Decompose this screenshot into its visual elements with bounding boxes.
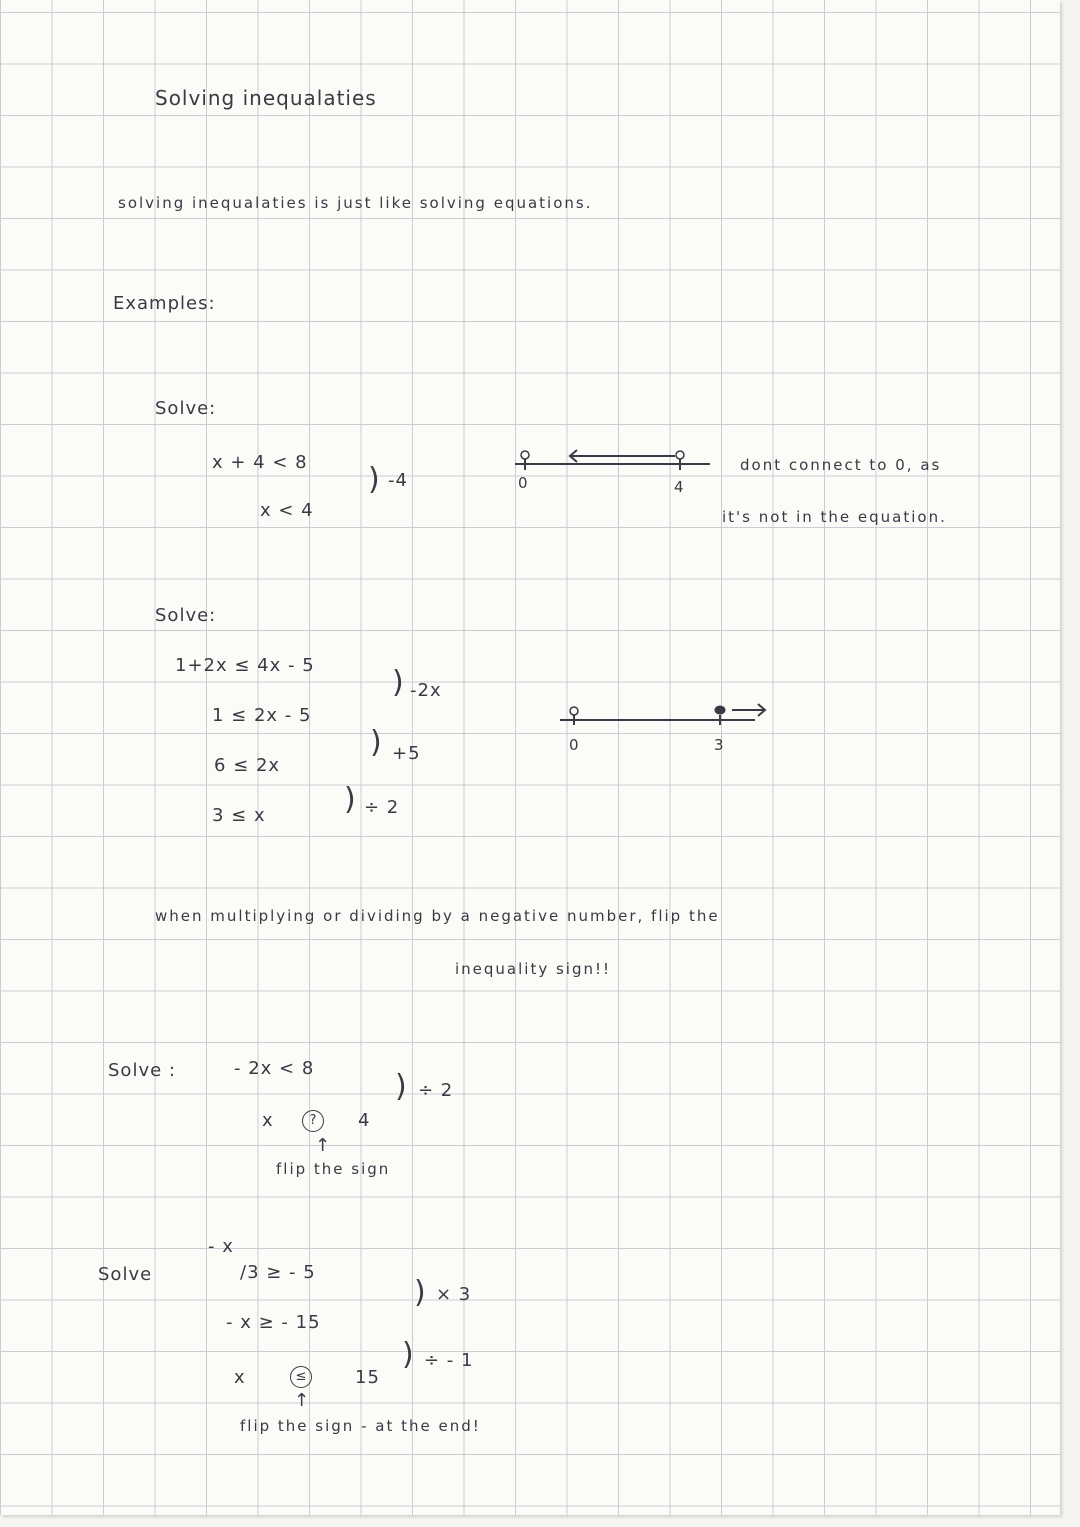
example-2-operation-2: +5 [392, 743, 421, 764]
example-1-note-line-1: dont connect to 0, as [740, 456, 942, 474]
example-2-line-3: 6 ≤ 2x [214, 755, 281, 776]
example-4-note: flip the sign - at the end! [240, 1417, 481, 1435]
example-1-operation: -4 [388, 470, 408, 491]
example-3-operation: ÷ 2 [418, 1080, 454, 1101]
number-line-1-label-left: 0 [518, 474, 530, 492]
step-bracket-icon: ) [392, 665, 404, 700]
step-bracket-icon: ) [414, 1275, 426, 1310]
examples-heading: Examples: [113, 293, 216, 314]
rule-text-line-1: when multiplying or dividing by a negative number, flip the [155, 907, 720, 925]
example-4-operation-1: × 3 [436, 1284, 472, 1305]
example-4-line-3-value: 15 [355, 1367, 380, 1388]
example-4-line-1: /3 ≥ - 5 [240, 1262, 316, 1283]
page-title: Solving inequalaties [155, 86, 377, 110]
example-2-operation-3: ÷ 2 [364, 797, 400, 818]
circled-inequality-sign: ? [302, 1110, 324, 1132]
step-bracket-icon: ) [395, 1069, 407, 1104]
example-1-note-line-2: it's not in the equation. [722, 508, 947, 526]
up-arrow-icon: ↑ [294, 1390, 311, 1411]
number-line-2-label-left: 0 [569, 736, 581, 754]
up-arrow-icon: ↑ [315, 1135, 332, 1156]
example-4-line-3-variable: x [234, 1367, 246, 1388]
example-3-line-1: - 2x < 8 [234, 1058, 315, 1079]
example-1-line-2: x < 4 [260, 500, 314, 521]
number-line-1-label-right: 4 [674, 478, 686, 496]
example-2-line-1: 1+2x ≤ 4x - 5 [175, 655, 315, 676]
step-bracket-icon: ) [344, 782, 356, 817]
example-4-label: Solve [98, 1264, 153, 1285]
example-1-label: Solve: [155, 398, 217, 419]
step-bracket-icon: ) [368, 462, 380, 497]
example-4-fraction-numerator: - x [208, 1236, 234, 1257]
example-4-operation-2: ÷ - 1 [424, 1350, 474, 1371]
example-2-line-4: 3 ≤ x [212, 805, 266, 826]
step-bracket-icon: ) [402, 1337, 414, 1372]
example-2-label: Solve: [155, 605, 217, 626]
example-1-line-1: x + 4 < 8 [212, 452, 308, 473]
example-2-line-2: 1 ≤ 2x - 5 [212, 705, 312, 726]
example-3-line-2-value: 4 [358, 1110, 371, 1131]
intro-text: solving inequalaties is just like solving equations. [118, 194, 593, 212]
example-3-line-2-variable: x [262, 1110, 274, 1131]
example-4-line-2: - x ≥ - 15 [226, 1312, 321, 1333]
number-line-2 [560, 695, 780, 745]
rule-text-line-2: inequality sign!! [455, 960, 612, 978]
circled-inequality-sign: ≤ [290, 1366, 312, 1388]
example-2-operation-1: -2x [410, 680, 442, 701]
example-3-label: Solve : [108, 1060, 176, 1081]
step-bracket-icon: ) [370, 725, 382, 760]
example-3-note: flip the sign [276, 1160, 391, 1178]
number-line-2-label-right: 3 [714, 736, 726, 754]
